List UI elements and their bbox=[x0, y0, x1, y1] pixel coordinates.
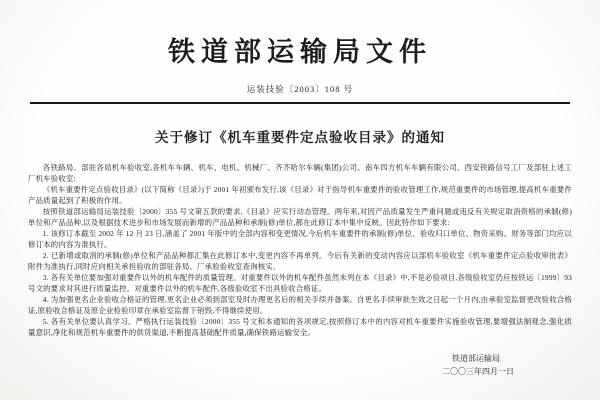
list-item-5: 5. 各有关单位要认真学习、严格执行运装技验〔2000〕355 号文和本通知的各项规定,按照修订本中的内容对机车重要件实施验收管理,要增强法制观念,强化质量意识,净化和规范机车重要件的供货渠道,不断提高基础配件质量,确保铁路运输安全。 bbox=[28, 317, 572, 337]
salutation-line: 各铁路局、部驻各局机车验收室,各机车车辆、机车、电机、机械厂、齐齐哈尔车辆(集团)公司、南车四方机车车辆有限公司、西安铁路信号工厂及部驻上述工厂机车验收室: bbox=[28, 163, 572, 183]
paragraph-intro: 《机车重要件定点验收目录》(以下简称《目录》)于 2001 年初颁布发行,该《目录》对于指导机车重要件的验收管理工作,规范重要件的市场管理,提高机车重要件产品质量起到了积极的作用。 bbox=[28, 185, 572, 205]
header-rule bbox=[30, 102, 570, 104]
list-item-4: 4. 为加强更名企业验收合格证的管理,更名企业必须到部室及时办理更名后的相关手续并备案。自更名手续审批生效之日起一个月内,由承验室监督更改验收合格证,原验收合格证及原企业检验印章在承验室监督下销毁,不得继续使用。 bbox=[28, 295, 572, 315]
paragraph-background: 按照铁道部运输局运装技验〔2000〕355 号文第五款的要求,《目录》应实行动态管理。两年来,对因产品质量发生严重问题或违反有关规定取消资格的承制(修)单位和产品品种,以及根据技术进步和市场发展而新增的产品品种和承制(修)单位,都在此修订本中集中反映。因此特作如下要求: bbox=[28, 207, 572, 227]
document-body bbox=[28, 162, 572, 338]
signature-organization: 铁道部运输局 bbox=[452, 354, 500, 363]
agency-title: 铁道部运输局文件 bbox=[168, 37, 432, 67]
list-item-2: 2. 已新增或取消的承制(修)单位和产品品种都汇集在此修订本中,变更内容不再单列。今后有关新的变动内容应以部机车验收室《机车重要件定点验收审批表》附件为准执行,同时应向相关承担验收的部驻各局、厂承验验收室查询核实。 bbox=[28, 251, 572, 271]
signature-block bbox=[28, 352, 572, 378]
document-number: 运装技验〔2003〕108 号 bbox=[246, 84, 354, 94]
signature-date: 二〇〇三年四月一日 bbox=[442, 367, 514, 376]
list-item-3: 3. 各有关单位要加强对重要件以外的机车配件的质量管理。对重要件以外的机车配件虽然未列在本《目录》中,不是必验项目,各级验收室仍应按铁运〔1999〕93 号文的要求对其进行质量监控。对重要件以外的机车配件,各级验收室不出具验收合格证。 bbox=[28, 273, 572, 293]
list-item-1: 1. 该修订本截至 2002 年 12 月 23 日,涵盖了 2001 年版中的全部内容和变更情况,今后机车重要件的承制(修)单位、验收归口单位、物资采购、财务等部门均应以修订本的内容为准执行。 bbox=[28, 229, 572, 249]
document-title: 关于修订《机车重要件定点验收目录》的通知 bbox=[155, 130, 445, 145]
